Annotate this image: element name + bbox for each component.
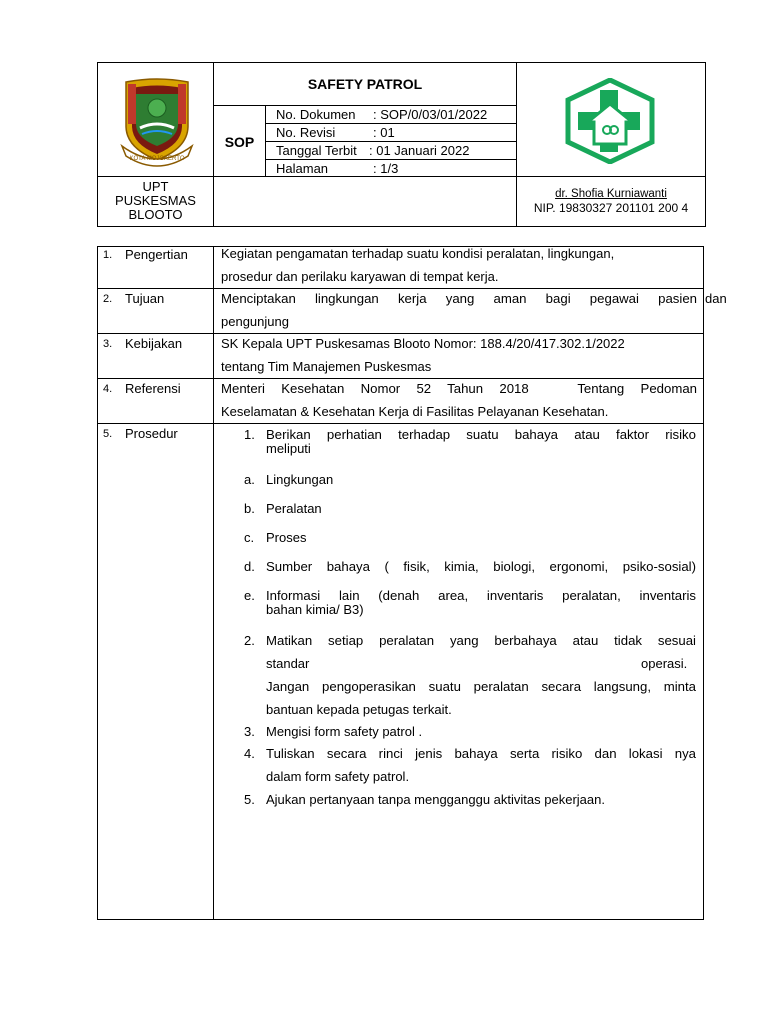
page-key: Halaman (276, 161, 329, 176)
section-number: 1. (103, 249, 113, 261)
subitem-text: Peralatan (266, 501, 322, 516)
page-value: : 1/3 (373, 161, 399, 176)
reference-line-2: Keselamatan & Kesehatan Kerja di Fasilitas Pelayanan Kesehatan. (221, 404, 609, 419)
section-number: 5. (103, 428, 113, 440)
issue-date-value: : 01 Januari 2022 (369, 143, 470, 158)
health-cross-logo (564, 78, 656, 164)
doc-number-key: No. Dokumen (276, 107, 356, 122)
procedure-step-2-line-1: Matikan setiap peralatan yang berbahaya atau tidak sesuai (266, 633, 696, 648)
subitem-letter: e. (244, 588, 255, 603)
revision-key: No. Revisi (276, 125, 336, 140)
section-label: Referensi (125, 381, 181, 396)
sop-label: SOP (224, 134, 255, 150)
signer-nip: NIP. 19830327 201101 200 4 (533, 201, 689, 215)
crest-banner-text: KOTA MOJOKERTO (129, 156, 185, 162)
issue-date-key: Tanggal Terbit (276, 143, 357, 158)
revision-value: : 01 (373, 125, 395, 140)
procedure-step-number: 2. (244, 633, 255, 648)
document-title: SAFETY PATROL (307, 76, 423, 92)
purpose-line-2: pengunjung (221, 314, 289, 329)
procedure-step-2-line-4: bantuan kepada petugas terkait. (266, 702, 452, 717)
section-number: 4. (103, 383, 113, 395)
section-label: Kebijakan (125, 336, 183, 351)
section-number: 2. (103, 293, 113, 305)
institution-line-2: PUSKESMAS (115, 193, 196, 208)
procedure-step-3: Mengisi form safety patrol . (266, 724, 423, 739)
subitem-letter: a. (244, 472, 255, 487)
section-label: Tujuan (125, 291, 165, 306)
policy-line-2: tentang Tim Manajemen Puskesmas (221, 359, 432, 374)
procedure-step-4-line-2: dalam form safety patrol. (266, 769, 410, 784)
procedure-step-number: 1. (244, 427, 255, 442)
subitem-text: Proses (266, 530, 307, 545)
reference-line-1: Menteri Kesehatan Nomor 52 Tahun 2018 Tentang Pedoman (221, 381, 697, 396)
subitem-text: Lingkungan (266, 472, 334, 487)
procedure-step-number: 5. (244, 792, 255, 807)
section-number: 3. (103, 338, 113, 350)
doc-number-value: : SOP/0/03/01/2022 (373, 107, 488, 122)
purpose-line-1: Menciptakan lingkungan kerja yang aman bagi pegawai pasien (221, 291, 697, 306)
institution-line-1: UPT (142, 179, 169, 194)
subitem-letter: c. (244, 530, 255, 545)
purpose-line-1-tail: dan (705, 291, 727, 306)
procedure-step-1-line-2: meliputi (266, 441, 311, 456)
policy-line-1: SK Kepala UPT Puskesamas Blooto Nomor: 188.4/20/417.302.1/2022 (221, 336, 625, 351)
definition-line-1: Kegiatan pengamatan terhadap suatu kondisi peralatan, lingkungan, (221, 246, 615, 261)
subitem-text-line-2: bahan kimia/ B3) (266, 602, 364, 617)
subitem-text-line-1: Informasi lain (denah area, inventaris peralatan, inventaris (266, 588, 696, 603)
procedure-step-1-line-1: Berikan perhatian terhadap suatu bahaya atau faktor risiko (266, 427, 696, 442)
institution-line-3: BLOOTO (128, 207, 183, 222)
city-crest-logo (118, 76, 196, 168)
procedure-step-5: Ajukan pertanyaan tanpa mengganggu aktivitas pekerjaan. (266, 792, 605, 807)
procedure-step-number: 4. (244, 746, 255, 761)
procedure-step-2-line-2-end: operasi. (641, 656, 688, 671)
procedure-step-4-line-1: Tuliskan secara rinci jenis bahaya serta risiko dan lokasi nya (266, 746, 696, 761)
procedure-step-2-line-2: standar (266, 656, 310, 671)
subitem-text: Sumber bahaya ( fisik, kimia, biologi, ergonomi, psiko-sosial) (266, 559, 696, 574)
subitem-letter: b. (244, 501, 255, 516)
procedure-step-number: 3. (244, 724, 255, 739)
subitem-letter: d. (244, 559, 255, 574)
definition-line-2: prosedur dan perilaku karyawan di tempat kerja. (221, 269, 499, 284)
section-label: Prosedur (125, 426, 178, 441)
signer-name: dr. Shofia Kurniawanti (555, 188, 667, 200)
section-label: Pengertian (125, 247, 188, 262)
procedure-step-2-line-3: Jangan pengoperasikan suatu peralatan secara langsung, minta (266, 679, 696, 694)
